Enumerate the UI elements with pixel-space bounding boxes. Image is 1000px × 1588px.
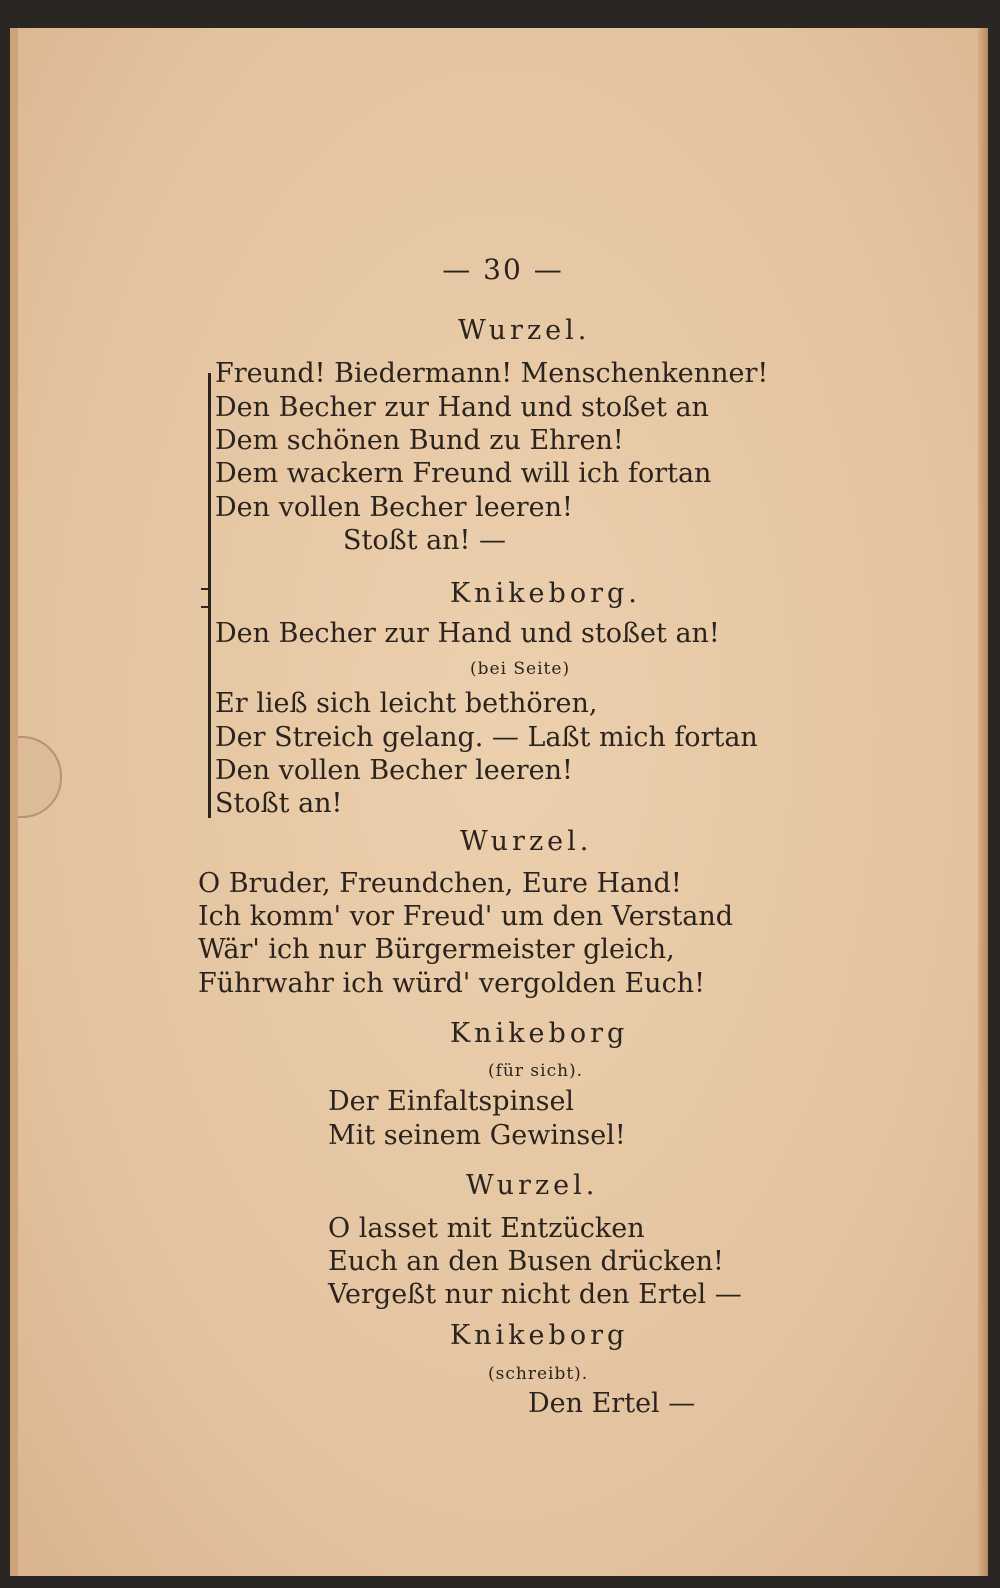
verse-line: Stoßt an! — [343, 525, 506, 556]
verse-line: Führwahr ich würd' vergolden Euch! [198, 968, 705, 999]
speaker-name: Knikeborg [450, 1320, 629, 1351]
speaker-name: Wurzel. [466, 1170, 599, 1201]
verse-line: Den Becher zur Hand und stoßet an [215, 392, 709, 423]
verse-line: O Bruder, Freundchen, Eure Hand! [198, 868, 682, 899]
verse-line: Ich komm' vor Freud' um den Verstand [198, 901, 734, 932]
verse-line: Stoßt an! [215, 788, 343, 819]
verse-line: Dem schönen Bund zu Ehren! [215, 425, 624, 456]
verse-line: Den Ertel — [528, 1388, 696, 1419]
verse-line: Den vollen Becher leeren! [215, 755, 573, 786]
verse-line: O lasset mit Entzücken [328, 1213, 645, 1244]
stage-direction: (schreibt). [488, 1364, 589, 1384]
speaker-name: Wurzel. [460, 826, 593, 857]
verse-line: Euch an den Busen drücken! [328, 1246, 724, 1277]
verse-line: Der Streich gelang. — Laßt mich fortan [215, 722, 758, 753]
verse-line: Dem wackern Freund will ich fortan [215, 458, 712, 489]
page-number: — 30 — [442, 253, 564, 286]
verse-line: Vergeßt nur nicht den Ertel — [328, 1279, 742, 1310]
verse-line: Den Becher zur Hand und stoßet an! [215, 618, 720, 649]
verse-line: Freund! Biedermann! Menschenkenner! [215, 358, 769, 389]
page-tab [18, 736, 62, 818]
book-page [10, 28, 988, 1576]
stage-direction: (für sich). [488, 1061, 584, 1081]
speaker-name: Wurzel. [458, 315, 591, 346]
verse-line: Mit seinem Gewinsel! [328, 1120, 626, 1151]
verse-line: Der Einfaltspinsel [328, 1086, 575, 1117]
verse-line: Wär' ich nur Bürgermeister gleich, [198, 934, 675, 965]
verse-line: Er ließ sich leicht bethören, [215, 688, 598, 719]
speaker-name: Knikeborg [450, 1018, 629, 1049]
speaker-name: Knikeborg. [450, 578, 641, 609]
verse-line: Den vollen Becher leeren! [215, 492, 573, 523]
bracket-tip [201, 588, 211, 608]
stage-direction: (bei Seite) [470, 659, 571, 679]
